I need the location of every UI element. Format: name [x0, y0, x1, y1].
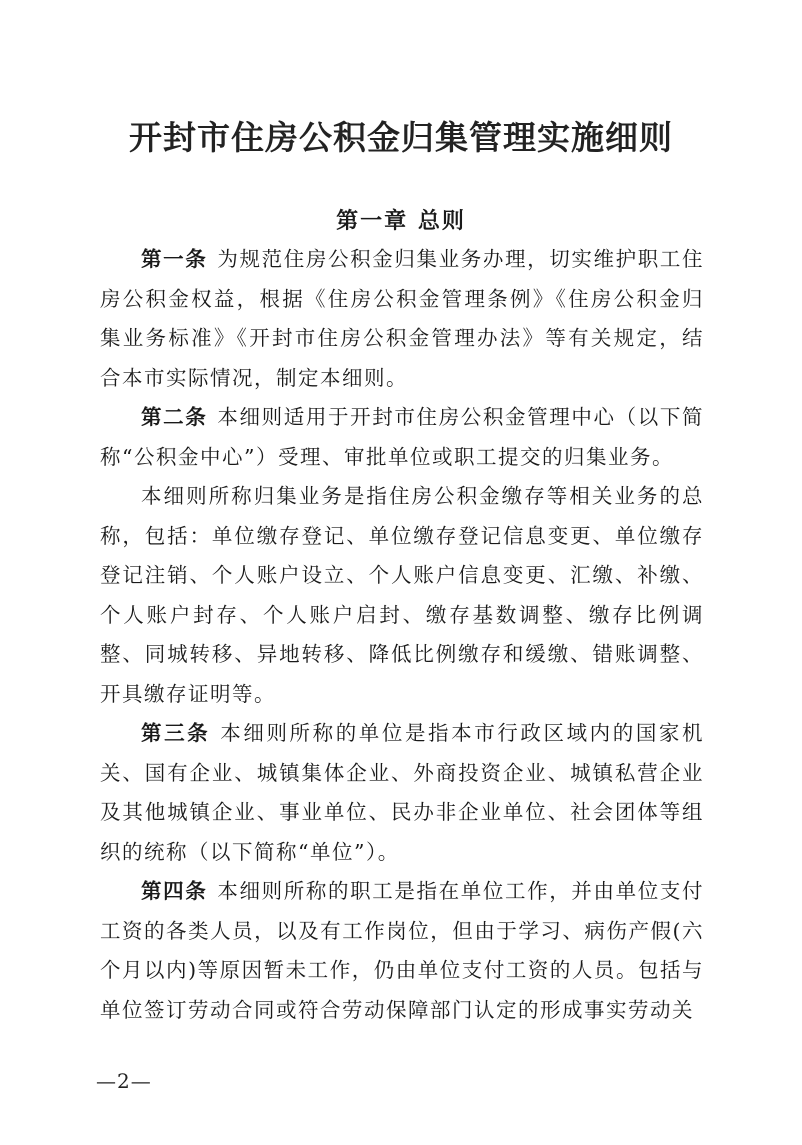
chapter-heading: 第一章 总则	[336, 209, 466, 234]
article-paragraph	[100, 477, 704, 714]
article-paragraph	[100, 872, 704, 1030]
article-label: 第三条	[141, 721, 211, 745]
article-text: 本细则所称的职工是指在单位工作，并由单位支付工资的各类人员，以及有工作岗位，但由于学习、病伤产假(六个月以内)等原因暂未工作，仍由单位支付工资的人员。包括与单位签订劳动合同或符合劳动保障部门认定的形成事实劳动关	[100, 879, 704, 1022]
article-label: 第二条	[141, 405, 208, 429]
article-label: 第四条	[141, 879, 208, 903]
page-number: —2—	[96, 1069, 152, 1093]
article-paragraph	[100, 240, 704, 398]
article-text: 本细则适用于开封市住房公积金管理中心（以下简称“公积金中心”）受理、审批单位或职工提交的归集业务。	[100, 405, 704, 469]
document-body	[100, 240, 704, 1030]
document-title: 开封市住房公积金归集管理实施细则	[129, 118, 673, 157]
article-paragraph	[100, 398, 704, 477]
article-text: 本细则所称归集业务是指住房公积金缴存等相关业务的总称，包括：单位缴存登记、单位缴存登记信息变更、单位缴存登记注销、个人账户设立、个人账户信息变更、汇缴、补缴、个人账户封存、个人账户启封、缴存基数调整、缴存比例调整、同城转移、异地转移、降低比例缴存和缓缴、错账调整、开具缴存证明等。	[100, 484, 704, 706]
article-text: 为规范住房公积金归集业务办理，切实维护职工住房公积金权益，根据《住房公积金管理条例》《住房公积金归集业务标准》《开封市住房公积金管理办法》等有关规定，结合本市实际情况，制定本细则。	[100, 247, 704, 390]
article-text: 本细则所称的单位是指本市行政区域内的国家机关、国有企业、城镇集体企业、外商投资企业、城镇私营企业及其他城镇企业、事业单位、民办非企业单位、社会团体等组织的统称（以下简称“单位”）。	[100, 721, 705, 864]
article-paragraph	[100, 714, 704, 872]
article-label: 第一条	[141, 247, 208, 271]
